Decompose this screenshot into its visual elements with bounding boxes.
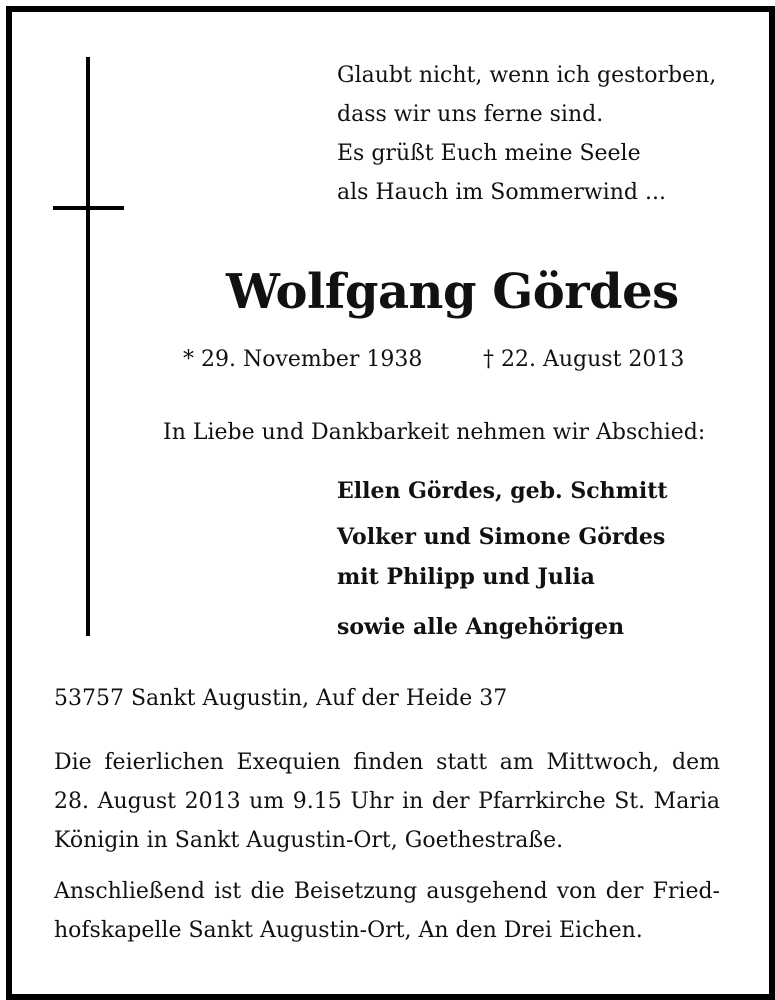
cross-icon-bar — [53, 206, 124, 210]
deceased-name: Wolfgang Gördes — [226, 264, 679, 320]
address: 53757 Sankt Augustin, Auf der Heide 37 — [54, 686, 508, 711]
mourner-line: sowie alle Angehörigen — [337, 614, 625, 640]
mourner-line: mit Philipp und Julia — [337, 564, 595, 590]
burial-paragraph: Anschließend ist die Beisetzung ausgehend von der Fried-hofskapelle Sankt Augustin-Ort, An den Drei Eichen. — [54, 879, 720, 943]
death-date: † 22. August 2013 — [483, 347, 685, 372]
poem-line: als Hauch im Sommerwind ... — [337, 180, 666, 205]
birth-date: * 29. November 1938 — [183, 347, 423, 372]
cross-icon — [86, 57, 90, 636]
service-paragraph: Die feierlichen Exequien finden statt am Mittwoch, dem 28. August 2013 um 9.15 Uhr in der Pfarrkirche St. Maria Königin in Sankt Augustin-Ort, Goethestraße. — [54, 750, 720, 853]
farewell-text: In Liebe und Dankbarkeit nehmen wir Abschied: — [163, 420, 706, 445]
poem — [337, 56, 716, 212]
poem-line: Glaubt nicht, wenn ich gestorben, — [337, 63, 717, 88]
mourner-line: Volker und Simone Gördes — [337, 524, 666, 550]
poem-line: Es grüßt Euch meine Seele — [337, 141, 641, 166]
poem-line: dass wir uns ferne sind. — [337, 102, 604, 127]
mourner-line: Ellen Gördes, geb. Schmitt — [337, 478, 668, 504]
